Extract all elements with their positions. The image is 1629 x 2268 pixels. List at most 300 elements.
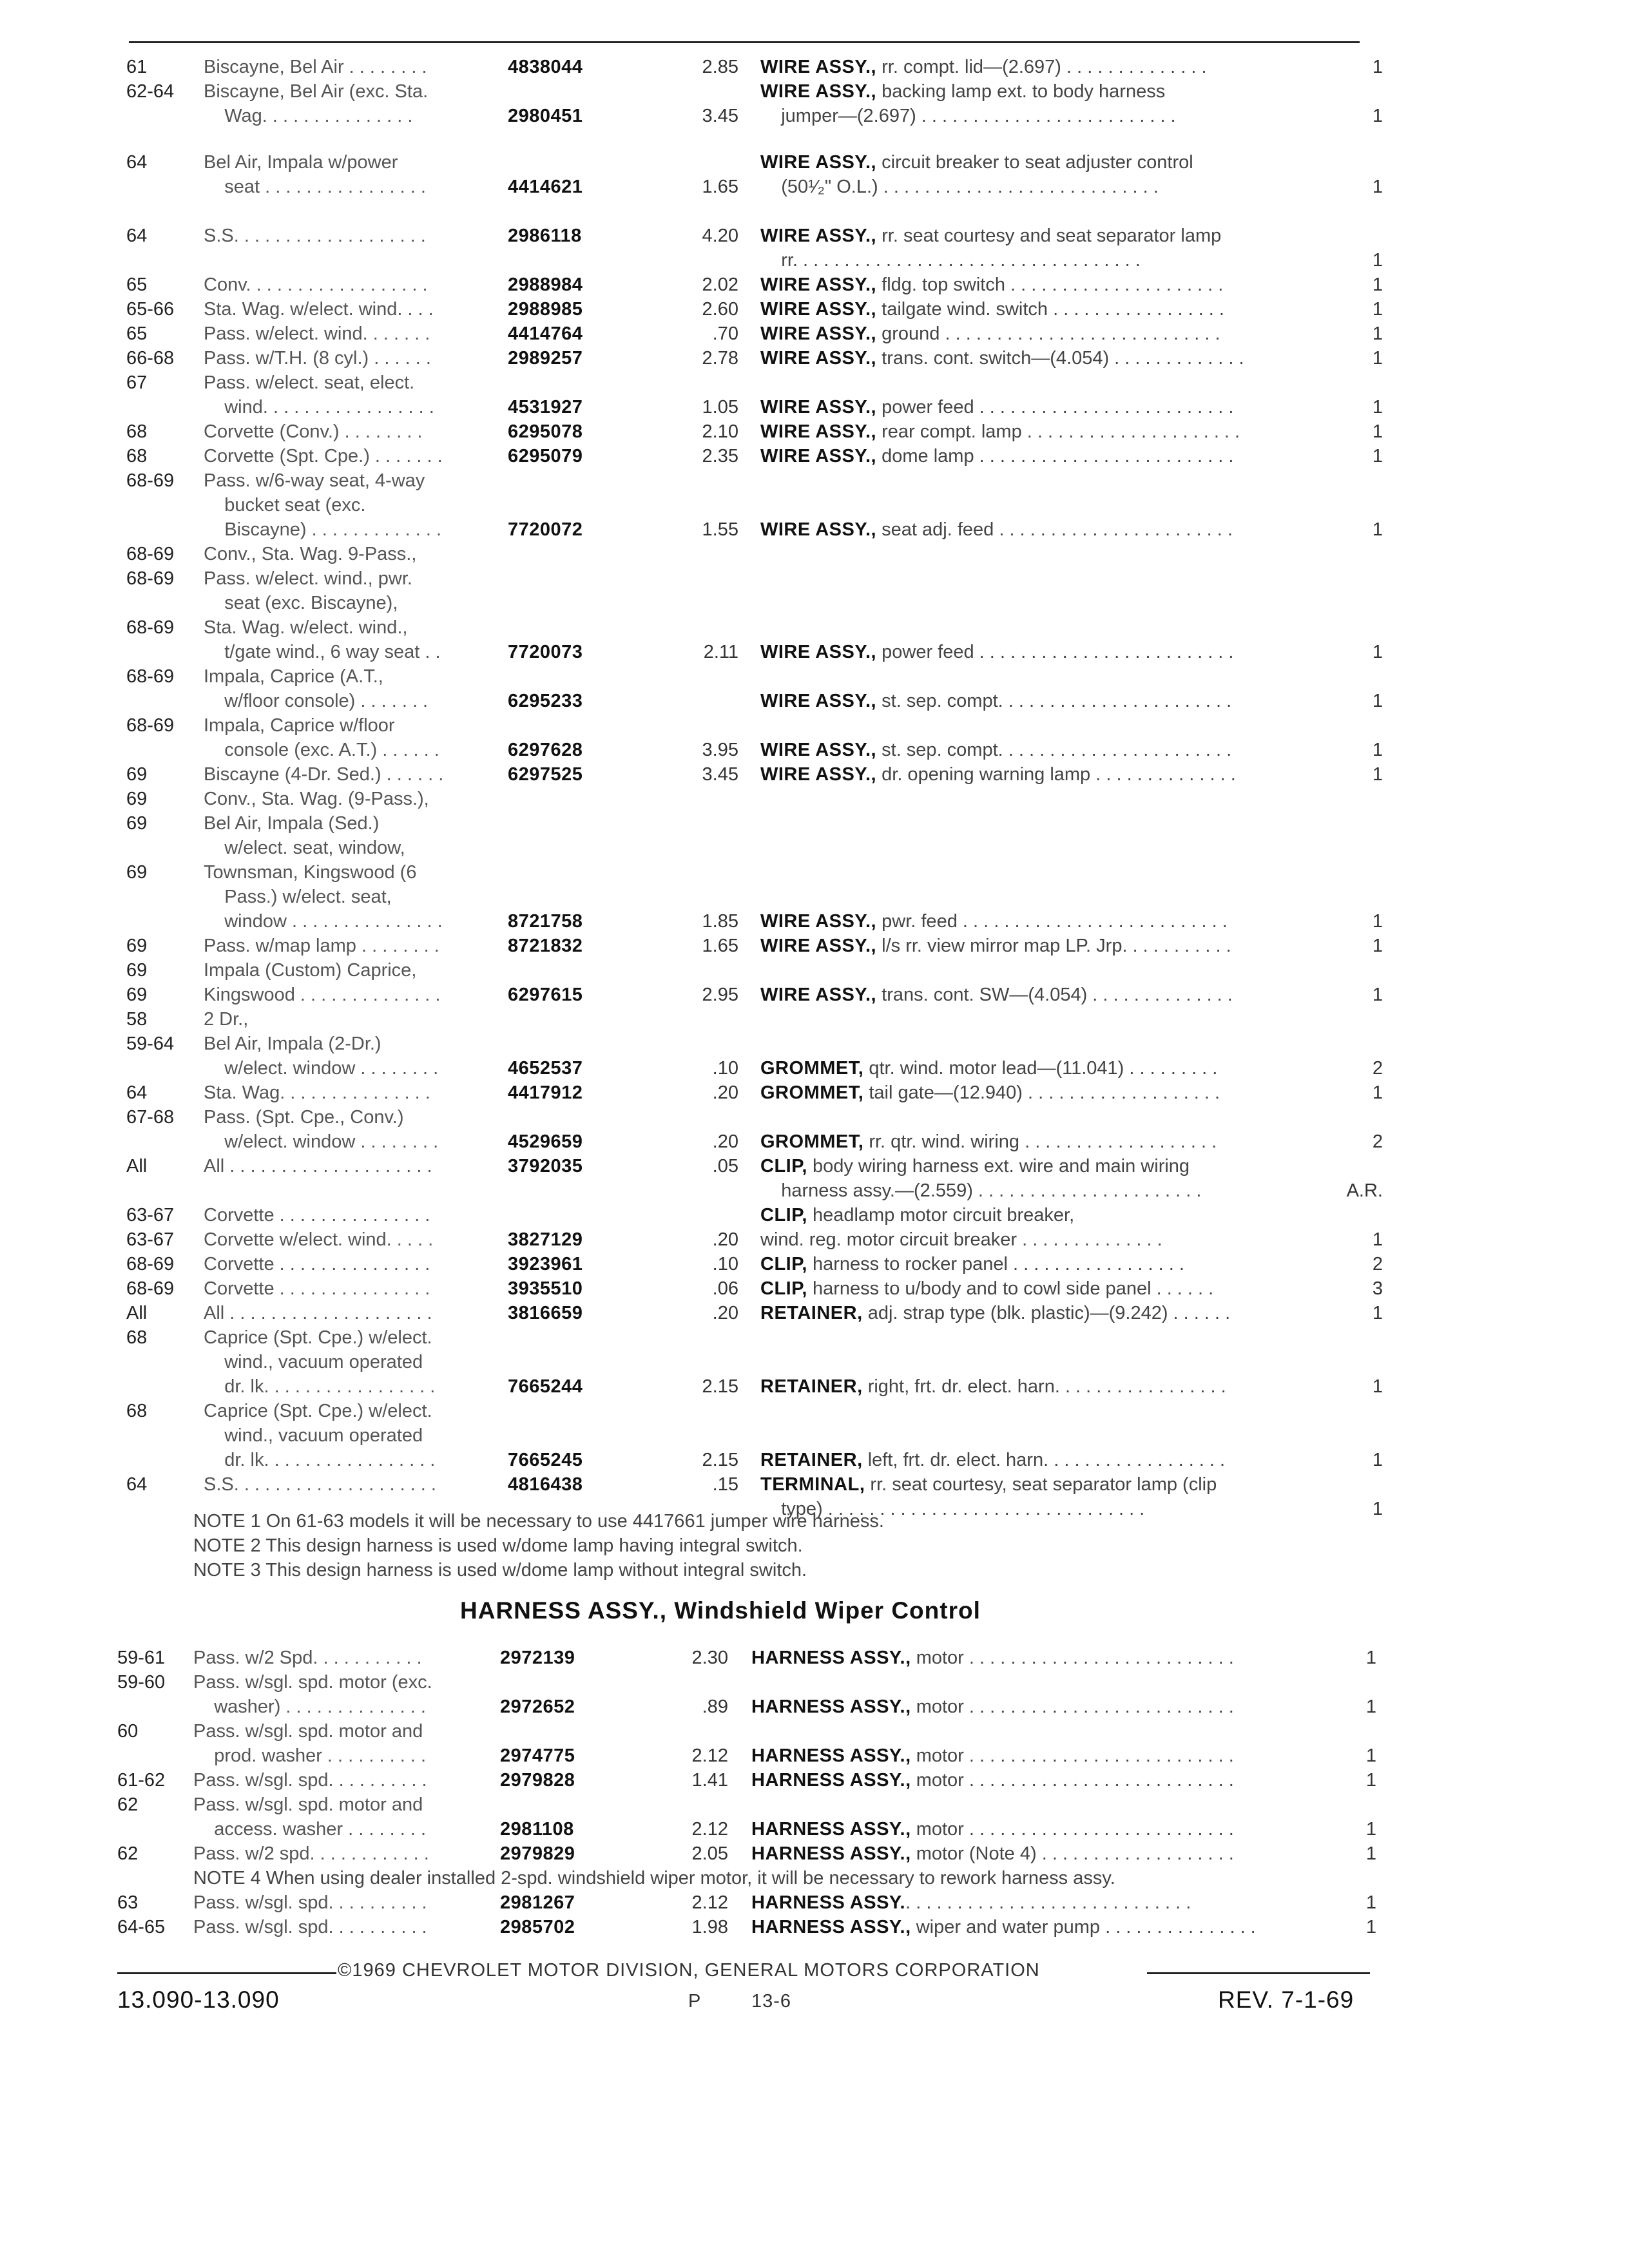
application-text: Biscayne (4-Dr. Sed.) . . . . . .: [204, 764, 444, 785]
part-number: 3827129: [508, 1229, 583, 1250]
part-description: [751, 1695, 1234, 1718]
price: .20: [712, 1303, 738, 1323]
application-text: Corvette (Conv.) . . . . . . . .: [204, 421, 423, 442]
price: 1.65: [702, 936, 738, 956]
note-1: NOTE 1 On 61-63 models it will be necessary to use 4417661 jumper wire harness.: [193, 1511, 884, 1532]
price: .20: [712, 1131, 738, 1152]
application-text: Impala, Caprice (A.T.,: [204, 666, 383, 687]
price: 1.65: [702, 177, 738, 197]
part-name: WIRE ASSY.,: [760, 226, 877, 246]
model-year: 69: [126, 985, 148, 1005]
part-description: [760, 151, 1193, 174]
part-number: 3935510: [508, 1278, 583, 1299]
part-description-text: motor . . . . . . . . . . . . . . . . . . . . . . . . . .: [911, 1819, 1234, 1840]
price: 4.20: [702, 226, 738, 246]
part-description-text: rr. . . . . . . . . . . . . . . . . . . . . . . . . . . . . . . . . .: [760, 250, 1141, 271]
model-year: 68: [126, 1401, 148, 1421]
part-description-text: rr. compt. lid—(2.697) . . . . . . . . . . . . . .: [876, 57, 1207, 77]
application-text: w/elect. window . . . . . . . .: [204, 1058, 439, 1079]
quantity: 3: [1372, 1278, 1383, 1299]
quantity: 1: [1372, 177, 1383, 197]
price: 2.15: [702, 1450, 738, 1470]
part-description: [760, 224, 1221, 247]
part-description-text: rr. qtr. wind. wiring . . . . . . . . . . . . . . . . . . .: [863, 1131, 1217, 1152]
part-description: [760, 689, 1231, 713]
application-text: Pass. w/elect. seat, elect.: [204, 372, 415, 393]
quantity: 1: [1372, 106, 1383, 126]
model-year: 63-67: [126, 1205, 175, 1225]
quantity: 1: [1372, 1082, 1383, 1103]
quantity: 1: [1372, 764, 1383, 785]
application-text: Pass. w/sgl. spd. motor (exc.: [193, 1672, 432, 1693]
application-text: Conv. . . . . . . . . . . . . . . . . .: [204, 274, 428, 295]
footer-section-number: 13.090-13.090: [117, 1986, 280, 2013]
quantity: 1: [1365, 1696, 1376, 1717]
part-number: 4838044: [508, 57, 583, 77]
quantity: 1: [1372, 911, 1383, 932]
model-year: 61: [126, 57, 148, 77]
part-description: [760, 322, 1220, 345]
part-name: WIRE ASSY.,: [760, 691, 877, 711]
application-text: Pass. w/T.H. (8 cyl.) . . . . . .: [204, 348, 431, 369]
application-text: Townsman, Kingswood (6: [204, 862, 417, 883]
application-text: Biscayne, Bel Air . . . . . . . .: [204, 57, 427, 77]
model-year: 69: [126, 813, 148, 834]
model-year: 61-62: [117, 1770, 166, 1791]
quantity: 1: [1372, 274, 1383, 295]
part-number: 2981108: [500, 1819, 574, 1840]
quantity: 1: [1372, 985, 1383, 1005]
part-description-text: tailgate wind. switch . . . . . . . . . . . . . . . . .: [876, 299, 1224, 320]
model-year: 62: [117, 1794, 139, 1815]
part-description-text: headlamp motor circuit breaker,: [807, 1205, 1075, 1225]
model-year: 68-69: [126, 1278, 175, 1299]
model-year: 69: [126, 960, 148, 981]
part-description: [760, 640, 1233, 664]
model-year: 68: [126, 446, 148, 466]
part-name: WIRE ASSY.,: [760, 740, 877, 760]
application-text: Pass. w/sgl. spd. . . . . . . . . .: [193, 1892, 427, 1913]
application-text: w/elect. seat, window,: [204, 838, 405, 858]
note-3: NOTE 3 This design harness is used w/dome lamp without integral switch.: [193, 1560, 807, 1581]
footer-rule-right: [1147, 1972, 1370, 1974]
model-year: 68-69: [126, 617, 175, 638]
quantity: 1: [1365, 1843, 1376, 1864]
price: .70: [712, 323, 738, 344]
application-text: Bel Air, Impala (2-Dr.): [204, 1033, 381, 1054]
part-name: WIRE ASSY.,: [760, 421, 877, 442]
part-name: WIRE ASSY.,: [760, 985, 877, 1005]
model-year: 68-69: [126, 666, 175, 687]
part-name: WIRE ASSY.,: [760, 764, 877, 785]
part-number: 2986118: [508, 226, 582, 246]
part-description: [760, 273, 1223, 296]
part-description: [760, 1228, 1162, 1251]
part-name: WIRE ASSY.,: [760, 642, 877, 662]
part-description: [751, 1842, 1234, 1865]
part-name: HARNESS ASSY.,: [751, 1843, 911, 1864]
application-text: dr. lk. . . . . . . . . . . . . . . . .: [204, 1376, 436, 1397]
quantity: 1: [1372, 250, 1383, 271]
part-description-text: wiper and water pump . . . . . . . . . . . . . . .: [911, 1917, 1256, 1937]
part-name: WIRE ASSY.,: [760, 348, 877, 369]
part-number: 2981267: [500, 1892, 575, 1913]
application-text: Conv., Sta. Wag. 9-Pass.,: [204, 544, 417, 564]
application-text: Corvette w/elect. wind. . . . .: [204, 1229, 434, 1250]
part-name: WIRE ASSY.,: [760, 274, 877, 295]
part-name: WIRE ASSY.,: [760, 299, 877, 320]
price: 2.15: [702, 1376, 738, 1397]
part-description: [751, 1891, 1191, 1914]
quantity: 1: [1372, 1303, 1383, 1323]
quantity: 1: [1372, 421, 1383, 442]
application-text: Conv., Sta. Wag. (9-Pass.),: [204, 789, 429, 809]
part-number: 4417912: [508, 1082, 583, 1103]
part-description-text: type) . . . . . . . . . . . . . . . . . . . . . . . . . . . . . . .: [760, 1499, 1145, 1519]
application-text: Corvette . . . . . . . . . . . . . . .: [204, 1254, 430, 1274]
price: 2.12: [691, 1745, 728, 1766]
part-description-continued: [760, 104, 1176, 128]
application-text: seat (exc. Biscayne),: [204, 593, 398, 613]
part-description: [760, 1130, 1217, 1153]
quantity: 1: [1365, 1770, 1376, 1791]
part-description-text: right, frt. dr. elect. harn. . . . . . . . . . . . . . . . .: [862, 1376, 1226, 1397]
part-description: [751, 1916, 1256, 1939]
part-number: 4816438: [508, 1474, 583, 1495]
application-text: access. washer . . . . . . . .: [193, 1819, 426, 1840]
application-text: Pass. w/elect. wind., pwr.: [204, 568, 412, 589]
part-description-continued: [760, 175, 1159, 198]
part-number: 7720073: [508, 642, 583, 662]
application-text: wind., vacuum operated: [204, 1352, 423, 1372]
price: .06: [712, 1278, 738, 1299]
application-text: bucket seat (exc.: [204, 495, 366, 515]
quantity: 1: [1372, 1376, 1383, 1397]
copyright: ©1969 CHEVROLET MOTOR DIVISION, GENERAL MOTORS CORPORATION: [338, 1960, 1040, 1981]
model-year: 65: [126, 274, 148, 295]
price: 2.60: [702, 299, 738, 320]
application-text: Pass. w/sgl. spd. . . . . . . . . .: [193, 1770, 427, 1791]
part-number: 2974775: [500, 1745, 575, 1766]
quantity: 1: [1372, 1229, 1383, 1250]
price: .10: [712, 1058, 738, 1079]
model-year: All: [126, 1156, 148, 1177]
model-year: 64-65: [117, 1917, 166, 1937]
model-year: 68-69: [126, 715, 175, 736]
price: 3.95: [702, 740, 738, 760]
part-number: 8721758: [508, 911, 583, 932]
part-number: 3792035: [508, 1156, 583, 1177]
part-description-text: (50¹⁄₂" O.L.) . . . . . . . . . . . . . . . . . . . . . . . . . . .: [760, 177, 1159, 197]
part-description-text: st. sep. compt. . . . . . . . . . . . . . . . . . . . . . .: [876, 740, 1232, 760]
part-description-text: dr. opening warning lamp . . . . . . . . . . . . . .: [876, 764, 1236, 785]
model-year: 58: [126, 1009, 148, 1030]
quantity: 1: [1372, 446, 1383, 466]
quantity: 1: [1365, 1648, 1376, 1668]
part-description-text: jumper—(2.697) . . . . . . . . . . . . . . . . . . . . . . . . .: [760, 106, 1176, 126]
price: 2.35: [702, 446, 738, 466]
part-description-text: trans. cont. switch—(4.054) . . . . . . . . . . . . .: [876, 348, 1244, 369]
part-number: 7665245: [508, 1450, 583, 1470]
part-description: [760, 983, 1233, 1006]
model-year: 64: [126, 1082, 148, 1103]
model-year: 68-69: [126, 470, 175, 491]
part-description-text: power feed . . . . . . . . . . . . . . . . . . . . . . . . .: [876, 642, 1234, 662]
application-text: window . . . . . . . . . . . . . . .: [204, 911, 443, 932]
application-text: Pass. w/sgl. spd. . . . . . . . . .: [193, 1917, 427, 1937]
part-description: [760, 80, 1165, 103]
part-description-text: qtr. wind. motor lead—(11.041) . . . . . . . . .: [863, 1058, 1218, 1079]
model-year: 63-67: [126, 1229, 175, 1250]
model-year: 64: [126, 1474, 148, 1495]
price: 2.30: [691, 1648, 728, 1668]
part-name: WIRE ASSY.,: [760, 397, 877, 418]
top-rule: [129, 41, 1360, 43]
part-number: 2989257: [508, 348, 583, 369]
quantity: 1: [1372, 299, 1383, 320]
price: 2.11: [703, 642, 738, 662]
price: 3.45: [702, 106, 738, 126]
application-text: Corvette . . . . . . . . . . . . . . .: [204, 1205, 430, 1225]
part-name: HARNESS ASSY.,: [751, 1770, 911, 1791]
quantity: A.R.: [1346, 1180, 1383, 1201]
model-year: 63: [117, 1892, 139, 1913]
price: 2.12: [691, 1892, 728, 1913]
model-year: 65-66: [126, 299, 175, 320]
part-name: HARNESS ASSY.,: [751, 1745, 911, 1766]
price: 1.85: [702, 911, 738, 932]
application-text: Bel Air, Impala w/power: [204, 152, 398, 173]
quantity: 1: [1365, 1745, 1376, 1766]
part-number: 2972652: [500, 1696, 575, 1717]
part-description-text: motor . . . . . . . . . . . . . . . . . . . . . . . . . .: [911, 1696, 1234, 1717]
part-description-text: left, frt. dr. elect. harn. . . . . . . . . . . . . . . . . .: [862, 1450, 1226, 1470]
model-year: 69: [126, 764, 148, 785]
part-description-text: motor . . . . . . . . . . . . . . . . . . . . . . . . . .: [911, 1745, 1234, 1766]
quantity: 1: [1372, 1450, 1383, 1470]
application-text: Pass. w/2 spd. . . . . . . . . . . .: [193, 1843, 429, 1864]
part-name: HARNESS ASSY.,: [751, 1696, 911, 1717]
part-number: 6295233: [508, 691, 583, 711]
quantity: 1: [1365, 1819, 1376, 1840]
application-text: Corvette (Spt. Cpe.) . . . . . . .: [204, 446, 443, 466]
application-text: seat . . . . . . . . . . . . . . . .: [204, 177, 426, 197]
model-year: 66-68: [126, 348, 175, 369]
part-number: 4652537: [508, 1058, 583, 1079]
price: 2.05: [691, 1843, 728, 1864]
part-description: [760, 347, 1244, 370]
model-year: 68-69: [126, 1254, 175, 1274]
part-description: [760, 1302, 1230, 1325]
quantity: 1: [1372, 397, 1383, 418]
application-text: washer) . . . . . . . . . . . . . .: [193, 1696, 426, 1717]
model-year: 65: [126, 323, 148, 344]
part-description-text: power feed . . . . . . . . . . . . . . . . . . . . . . . . .: [876, 397, 1234, 418]
quantity: 1: [1372, 57, 1383, 77]
part-number: 2985702: [500, 1917, 575, 1937]
part-description: [760, 1277, 1213, 1300]
part-number: 2979828: [500, 1770, 575, 1791]
part-name: WIRE ASSY.,: [760, 57, 877, 77]
part-name: CLIP,: [760, 1254, 807, 1274]
part-description: [760, 910, 1228, 933]
application-text: Bel Air, Impala (Sed.): [204, 813, 380, 834]
price: .05: [712, 1156, 738, 1177]
footer-p: P: [688, 1991, 702, 2012]
model-year: 59-61: [117, 1648, 166, 1668]
application-text: Kingswood . . . . . . . . . . . . . .: [204, 985, 441, 1005]
part-description: [760, 1155, 1190, 1178]
application-text: dr. lk. . . . . . . . . . . . . . . . .: [204, 1450, 436, 1470]
part-name: GROMMET,: [760, 1131, 864, 1152]
part-description-text: rr. seat courtesy and seat separator lamp: [876, 226, 1222, 246]
part-description-text: motor . . . . . . . . . . . . . . . . . . . . . . . . . .: [911, 1770, 1234, 1791]
application-text: Impala, Caprice w/floor: [204, 715, 395, 736]
part-name: WIRE ASSY.,: [760, 519, 877, 540]
model-year: 69: [126, 862, 148, 883]
part-name: TERMINAL,: [760, 1474, 865, 1495]
model-year: 68: [126, 1327, 148, 1348]
part-description-text: pwr. feed . . . . . . . . . . . . . . . . . . . . . . . . . .: [876, 911, 1228, 932]
part-description-text: tail gate—(12.940) . . . . . . . . . . . . . . . . . . .: [863, 1082, 1220, 1103]
part-number: 2980451: [508, 106, 583, 126]
part-name: GROMMET,: [760, 1058, 864, 1079]
application-text: S.S. . . . . . . . . . . . . . . . . . .: [204, 226, 426, 246]
model-year: 59-64: [126, 1033, 175, 1054]
quantity: 1: [1372, 1499, 1383, 1519]
part-number: 3816659: [508, 1303, 583, 1323]
part-name: RETAINER,: [760, 1376, 863, 1397]
part-description-text: wind. reg. motor circuit breaker . . . . . . . . . . . . . .: [760, 1229, 1162, 1250]
model-year: 67: [126, 372, 148, 393]
application-text: Pass. w/map lamp . . . . . . . .: [204, 936, 439, 956]
application-text: All . . . . . . . . . . . . . . . . . . . .: [204, 1156, 432, 1177]
price: 1.55: [702, 519, 738, 540]
quantity: 2: [1372, 1058, 1383, 1079]
part-description: [760, 298, 1224, 321]
note-2: NOTE 2 This design harness is used w/dome lamp having integral switch.: [193, 1535, 803, 1556]
part-description: [760, 445, 1233, 468]
part-description-continued: [760, 1179, 1201, 1202]
part-description-text: circuit breaker to seat adjuster control: [876, 152, 1193, 173]
part-description: [751, 1744, 1234, 1767]
application-text: wind., vacuum operated: [204, 1425, 423, 1446]
part-description-text: ground . . . . . . . . . . . . . . . . . . . . . . . . . . .: [876, 323, 1220, 344]
price: 1.05: [702, 397, 738, 418]
part-name: WIRE ASSY.,: [760, 911, 877, 932]
quantity: 2: [1372, 1254, 1383, 1274]
page-number: 13-6: [751, 1991, 792, 2012]
part-name: RETAINER,: [760, 1303, 863, 1323]
part-description: [760, 1375, 1226, 1398]
part-description-text: dome lamp . . . . . . . . . . . . . . . . . . . . . . . . .: [876, 446, 1234, 466]
part-name: RETAINER,: [760, 1450, 863, 1470]
application-text: Pass.) w/elect. seat,: [204, 887, 392, 907]
part-description-text: motor . . . . . . . . . . . . . . . . . . . . . . . . . .: [911, 1648, 1234, 1668]
part-name: CLIP,: [760, 1278, 807, 1299]
part-description: [751, 1646, 1234, 1669]
application-text: Pass. w/6-way seat, 4-way: [204, 470, 425, 491]
model-year: 68-69: [126, 544, 175, 564]
part-number: 2988984: [508, 274, 583, 295]
part-number: 2979829: [500, 1843, 575, 1864]
part-description: [760, 763, 1236, 786]
application-text: Sta. Wag. . . . . . . . . . . . . . .: [204, 1082, 430, 1103]
part-number: 4414621: [508, 177, 583, 197]
price: 2.10: [702, 421, 738, 442]
part-number: 2988985: [508, 299, 583, 320]
application-text: All . . . . . . . . . . . . . . . . . . . .: [204, 1303, 432, 1323]
part-description: [760, 518, 1233, 541]
part-description-text: fldg. top switch . . . . . . . . . . . . . . . . . . . . .: [876, 274, 1224, 295]
part-description: [760, 1081, 1220, 1104]
part-description-text: backing lamp ext. to body harness: [876, 81, 1166, 102]
price: 2.78: [702, 348, 738, 369]
part-description: [760, 420, 1240, 443]
part-description-text: seat adj. feed . . . . . . . . . . . . . . . . . . . . . . .: [876, 519, 1233, 540]
application-text: t/gate wind., 6 way seat . .: [204, 642, 441, 662]
part-description: [751, 1769, 1234, 1792]
part-description-text: st. sep. compt. . . . . . . . . . . . . . . . . . . . . . .: [876, 691, 1232, 711]
part-description-text: harness to rocker panel . . . . . . . . . . . . . . . . .: [807, 1254, 1184, 1274]
price: .89: [702, 1696, 728, 1717]
part-number: 6297525: [508, 764, 583, 785]
price: 2.85: [702, 57, 738, 77]
part-number: 4531927: [508, 397, 583, 418]
application-text: S.S. . . . . . . . . . . . . . . . . . . .: [204, 1474, 436, 1495]
price: .10: [712, 1254, 738, 1274]
part-number: 6297628: [508, 740, 583, 760]
application-text: Corvette . . . . . . . . . . . . . . .: [204, 1278, 430, 1299]
part-description-text: rr. seat courtesy, seat separator lamp (clip: [865, 1474, 1217, 1495]
part-name: WIRE ASSY.,: [760, 936, 877, 956]
model-year: 60: [117, 1721, 139, 1742]
part-description-text: harness assy.—(2.559) . . . . . . . . . . . . . . . . . . . . . .: [760, 1180, 1202, 1201]
part-description: [760, 396, 1233, 419]
model-year: 62: [117, 1843, 139, 1864]
price: 2.95: [702, 985, 738, 1005]
part-description: [760, 55, 1207, 79]
quantity: 1: [1365, 1917, 1376, 1937]
part-name: WIRE ASSY.,: [760, 152, 877, 173]
price: .20: [712, 1229, 738, 1250]
model-year: 67-68: [126, 1107, 175, 1128]
quantity: 1: [1365, 1892, 1376, 1913]
part-description: [760, 1204, 1074, 1227]
quantity: 1: [1372, 323, 1383, 344]
application-text: Pass. w/elect. wind. . . . . . .: [204, 323, 430, 344]
part-name: HARNESS ASSY.,: [751, 1917, 911, 1937]
part-number: 6297615: [508, 985, 583, 1005]
application-text: Pass. (Spt. Cpe., Conv.): [204, 1107, 404, 1128]
model-year: 59-60: [117, 1672, 166, 1693]
price: 3.45: [702, 764, 738, 785]
part-description: [760, 738, 1231, 762]
application-text: w/elect. window . . . . . . . .: [204, 1131, 439, 1152]
application-text: Caprice (Spt. Cpe.) w/elect.: [204, 1327, 432, 1348]
part-number: 7720072: [508, 519, 583, 540]
part-number: 6295078: [508, 421, 583, 442]
part-description-text: harness to u/body and to cowl side panel . . . . . .: [807, 1278, 1214, 1299]
quantity: 1: [1372, 691, 1383, 711]
part-description-continued: [760, 249, 1141, 272]
part-number: 8721832: [508, 936, 583, 956]
part-description: [760, 1057, 1217, 1080]
quantity: 2: [1372, 1131, 1383, 1152]
model-year: 68: [126, 421, 148, 442]
application-text: Caprice (Spt. Cpe.) w/elect.: [204, 1401, 432, 1421]
part-description: [760, 934, 1231, 957]
